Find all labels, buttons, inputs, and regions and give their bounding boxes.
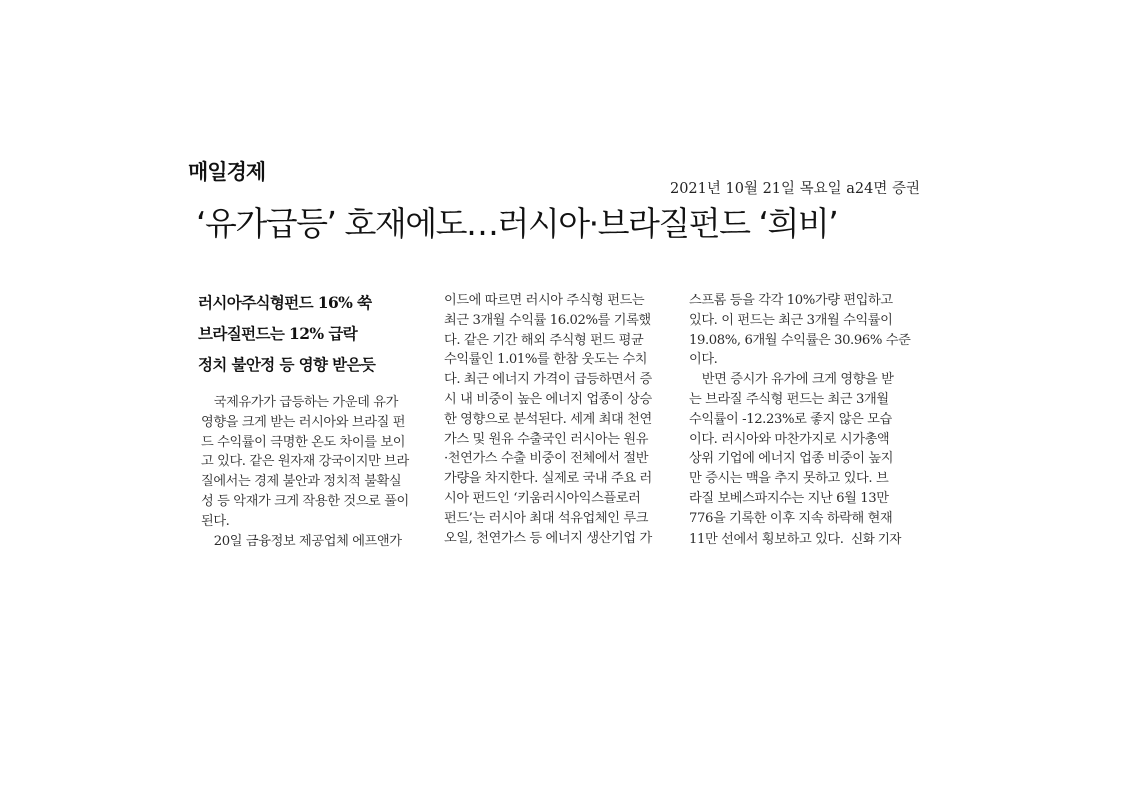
body-line: 라질 보베스파지수는 지난 6월 13만 [689, 490, 889, 506]
body-line: 이드에 따르면 러시아 주식형 펀드는 [444, 293, 645, 308]
body-line: 수익률이 -12.23%로 좋지 않은 모습 [689, 411, 892, 427]
body-line-last [689, 529, 919, 550]
body-line: 영향을 크게 받는 러시아와 브라질 펀 [201, 414, 406, 430]
article-column-1 [201, 393, 427, 551]
body-line: 만 증시는 맥을 추지 못하고 있다. 브 [689, 471, 889, 487]
newspaper-masthead: 매일경제 [188, 160, 266, 184]
body-line: 성 등 악재가 크게 작용한 것으로 풀이 [201, 493, 409, 509]
body-line: 한 영향으로 분석된다. 세계 최대 천연 [444, 411, 652, 427]
body-line: 가스 및 원유 수출국인 러시아는 원유 [444, 431, 649, 447]
body-line: 776을 기록한 이후 지속 하락해 현재 [689, 510, 893, 526]
body-line: 질에서는 경제 불안과 정치적 불확실 [201, 474, 402, 490]
dateline: 2021년 10월 21일 목요일 a24면 증권 [669, 181, 920, 197]
body-line: 이다. 러시아와 마찬가지로 시가총액 [689, 431, 890, 447]
body-line: 드 수익률이 극명한 온도 차이를 보이 [201, 434, 406, 450]
body-line: 오일, 천연가스 등 에너지 생산기업 가 [444, 530, 652, 546]
body-line: 시아 펀드인 ‘키움러시아익스플로러 [444, 490, 641, 506]
body-line: 국제유가가 급등하는 가운데 유가 [201, 395, 398, 410]
subhead-line: 브라질펀드는 12% 급락 [198, 324, 358, 343]
byline: 신화 기자 [851, 530, 901, 546]
body-line: 19.08%, 6개월 수익률은 30.96% 수준 [689, 332, 911, 348]
article-column-2 [444, 291, 674, 548]
body-line: 고 있다. 같은 원자재 강국이지만 브라 [201, 454, 409, 470]
body-line: 최근 3개월 수익률 16.02%를 기록했 [444, 312, 651, 328]
body-line: 있다. 이 펀드는 최근 3개월 수익률이 [689, 312, 893, 328]
body-line: 상위 기업에 에너지 업종 비중이 높지 [689, 451, 894, 467]
body-line: 펀드’는 러시아 최대 석유업체인 루크 [444, 510, 649, 526]
body-line: 이다. [689, 352, 718, 368]
body-line: 다. 같은 기간 해외 주식형 펀드 평균 [444, 332, 644, 348]
body-line: 다. 최근 에너지 가격이 급등하면서 증 [444, 372, 652, 388]
body-line: 시 내 비중이 높은 에너지 업종이 상승 [444, 391, 652, 407]
subhead-line: 러시아주식형펀드 16% 쑥 [198, 293, 372, 312]
article-headline: ‘유가급등’ 호재에도…러시아·브라질펀드 ‘희비’ [196, 204, 838, 243]
body-line: 는 브라질 주식형 펀드는 최근 3개월 [689, 391, 889, 407]
last-line-text: 11만 선에서 횡보하고 있다. [689, 531, 844, 547]
body-line: 반면 증시가 유가에 크게 영향을 받 [689, 372, 894, 388]
article-column-3 [689, 291, 919, 549]
body-line: 20일 금융정보 제공업체 에프앤가 [201, 533, 402, 549]
subhead-line: 정치 불안정 등 영향 받은듯 [198, 355, 376, 374]
body-line: 스프롬 등을 각각 10%가량 편입하고 [689, 293, 893, 308]
article-subheads [198, 287, 428, 380]
body-line: 수익률인 1.01%를 한참 웃도는 수치 [444, 352, 648, 368]
body-line: 가량을 차지한다. 실제로 국내 주요 러 [444, 471, 652, 487]
body-line: ·천연가스 수출 비중이 전체에서 절반 [444, 451, 649, 467]
body-line: 된다. [201, 513, 230, 529]
